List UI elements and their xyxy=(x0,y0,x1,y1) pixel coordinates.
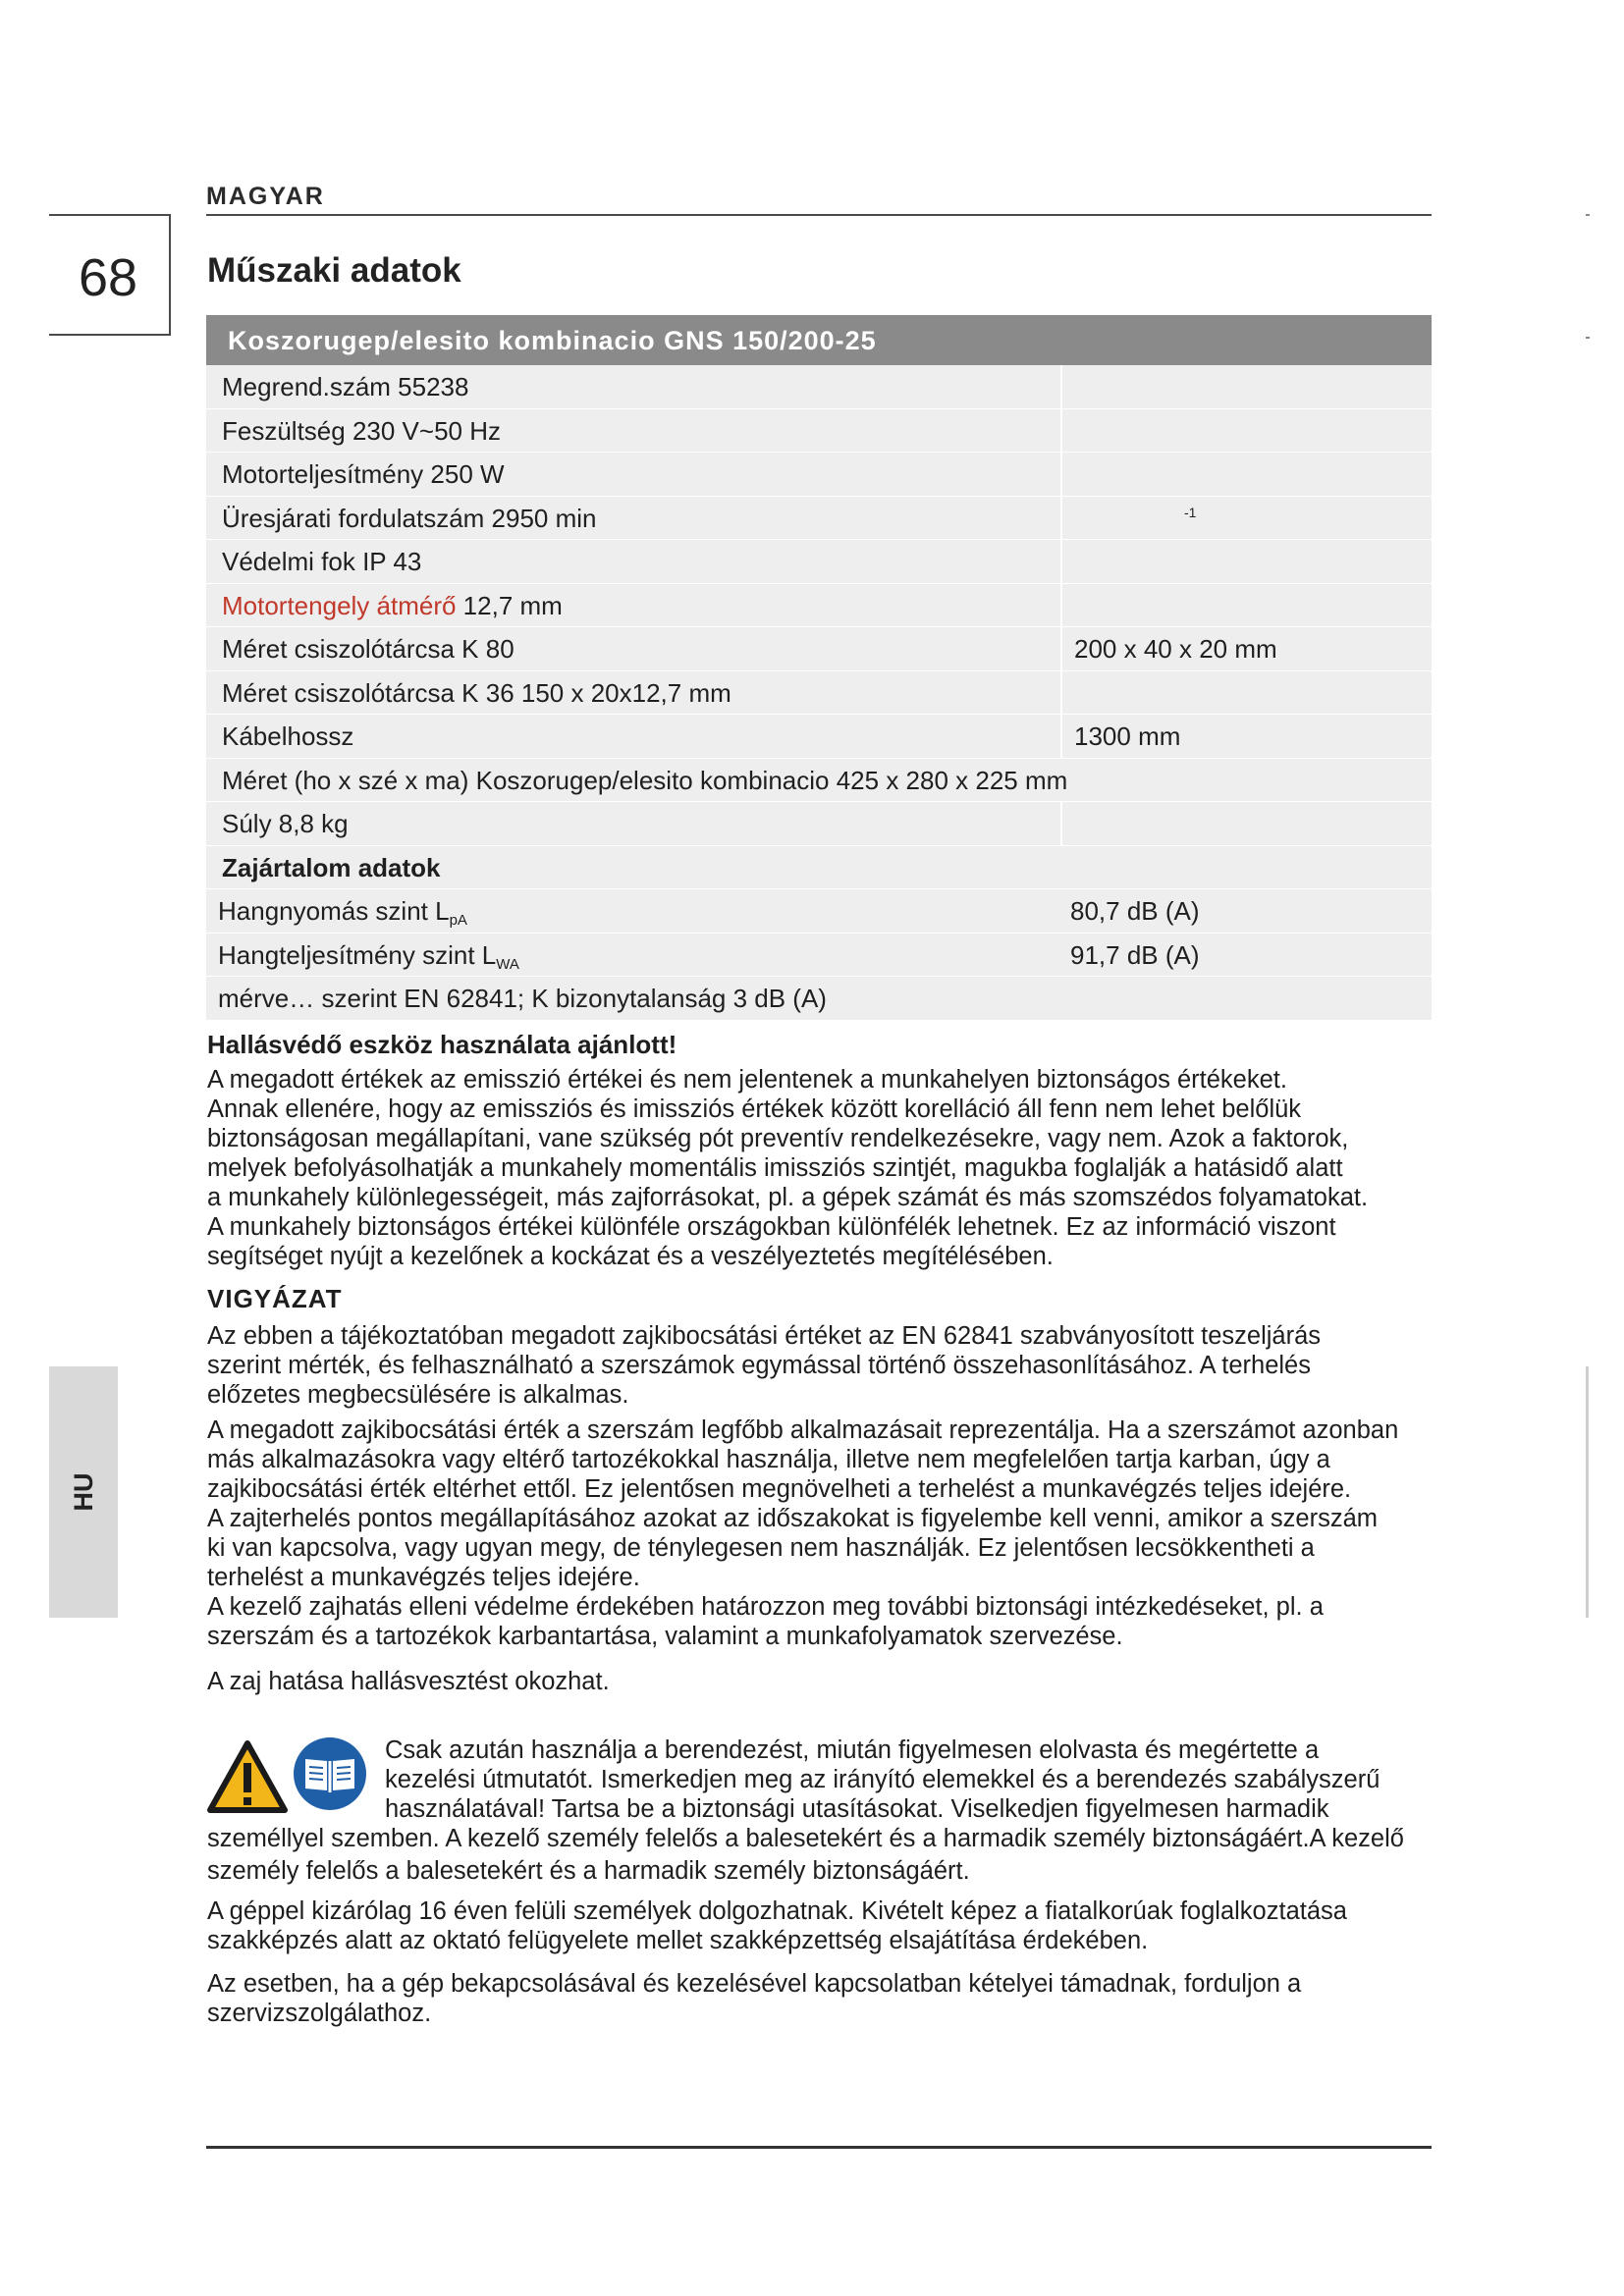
text-line: Csak azután használja a berendezést, miután figyelmesen elolvasta és megértette a xyxy=(385,1736,1320,1764)
text-line: terhelést a munkavégzés teljes idejére. xyxy=(207,1564,640,1591)
text-line: szervizszolgálathoz. xyxy=(207,2000,432,2027)
noise-heading-row xyxy=(206,846,1432,890)
hearing-paragraph xyxy=(207,1065,1444,1271)
section-title: Műszaki adatok xyxy=(207,251,461,290)
table-row xyxy=(206,759,1432,803)
text-line: A zajterhelés pontos megállapításához azokat az időszakokat is figyelembe kell venni, amikor a szerszám xyxy=(207,1505,1379,1532)
row-label xyxy=(222,584,563,627)
row-label-rest: 12,7 mm xyxy=(456,590,563,620)
hearing-heading: Hallásvédő eszköz használata ajánlott! xyxy=(207,1030,677,1059)
text-line: más alkalmazásokra vagy eltérő tartozékokkal használja, illetve nem megfelelően tartja karban, úgy a xyxy=(207,1446,1330,1473)
table-row xyxy=(206,540,1432,584)
edge-mark xyxy=(1586,337,1590,339)
page-number: 68 xyxy=(79,248,138,307)
service-paragraph xyxy=(207,1969,1444,2028)
row-value: 1300 mm xyxy=(1074,721,1181,751)
safety-intro xyxy=(385,1735,1445,1824)
noise-value: 91,7 dB (A) xyxy=(1070,939,1200,970)
row-superscript: -1 xyxy=(1184,504,1197,520)
text-line: Az ebben a tájékoztatóban megadott zajkibocsátási értéket az EN 62841 szabványosított teszeljárás xyxy=(207,1322,1322,1350)
row-label: Védelmi fok IP 43 xyxy=(222,547,422,576)
table-row xyxy=(206,715,1432,759)
text-line: szerint mérték, és felhasználható a szerszámok egymással történő összehasonlításához. A terhelés xyxy=(207,1352,1311,1379)
noise-row xyxy=(206,934,1432,978)
safety-text-line: személy felelős a balesetekért és a harmadik személy biztonságáért. xyxy=(207,1857,970,1885)
read-manual-icon xyxy=(292,1735,368,1812)
tech-data-table xyxy=(206,315,1432,1021)
table-row xyxy=(206,671,1432,716)
text-line: használatával! Tartsa be a biztonsági utasításokat. Viselkedjen figyelmesen harmadik xyxy=(385,1795,1329,1823)
text-line: előzetes megbecsülésére is alkalmas. xyxy=(207,1381,629,1409)
text-line: szerszám és a tartozékok karbantartása, valamint a munkafolyamatok szervezése. xyxy=(207,1623,1123,1650)
row-label: Méret csiszolótárcsa K 36 150 x 20x12,7 mm xyxy=(222,677,731,708)
row-label: Feszültség 230 V~50 Hz xyxy=(222,415,501,446)
table-row xyxy=(206,802,1432,846)
text-line: szakképzés alatt az oktató felügyelete mellet szakképzettség elsajátítása érdekében. xyxy=(207,1927,1149,1954)
noise-label-text: Hangteljesítmény szint L xyxy=(218,939,497,970)
text-line: a munkahely különlegességeit, más zajforrásokat, pl. a gépek számát és más szomszédos folyamatokat. xyxy=(207,1184,1369,1211)
text-line: melyek befolyásolhatják a munkahely momentális imissziós szintjét, magukba foglalják a hatásidő alatt xyxy=(207,1154,1343,1182)
safety-text-line: személlyel szemben. A kezelő személy felelős a balesetekért és a harmadik személy biztonságáért.A kezelő xyxy=(207,1825,1404,1852)
table-title: Koszorugep/elesito kombinacio GNS 150/200-25 xyxy=(206,315,1432,365)
row-label: Méret (ho x szé x ma) Koszorugep/elesito kombinacio 425 x 280 x 225 mm xyxy=(222,765,1068,795)
row-label: Súly 8,8 kg xyxy=(222,809,349,838)
language-header: MAGYAR xyxy=(206,183,325,210)
table-row xyxy=(206,453,1432,497)
text-line: kezelési útmutatót. Ismerkedjen meg az irányító elemekkel és a berendezés szabályszerű xyxy=(385,1766,1380,1793)
text-line: ki van kapcsolva, vagy ugyan megy, de ténylegesen nem használják. Ez jelentősen lecsökkentheti a xyxy=(207,1534,1315,1562)
text-line: A megadott zajkibocsátási érték a szerszám legfőbb alkalmazásait reprezentálja. Ha a szerszámot azonban xyxy=(207,1416,1399,1444)
noise-label-sub: WA xyxy=(496,955,519,973)
edge-mark xyxy=(1586,214,1590,216)
warning-paragraph-1 xyxy=(207,1321,1444,1410)
edge-bar xyxy=(1586,1366,1589,1618)
header-rule xyxy=(206,214,1432,216)
table-row xyxy=(206,627,1432,671)
measurement-note: mérve… szerint EN 62841; K bizonytalanság 3 dB (A) xyxy=(218,984,827,1013)
row-value: 200 x 40 x 20 mm xyxy=(1074,634,1277,664)
text-line: Az esetben, ha a gép bekapcsolásával és kezelésével kapcsolatban kételyei támadnak, forduljon a xyxy=(207,1970,1302,1998)
warning-triangle-icon xyxy=(206,1739,289,1814)
row-label-highlight: Motortengely átmérő xyxy=(222,590,457,620)
text-line: A munkahely biztonságos értékei különféle országokban különfélék lehetnek. Ez az információ viszont xyxy=(207,1213,1336,1241)
noise-heading: Zajártalom adatok xyxy=(222,852,441,882)
noise-label-text: Hangnyomás szint L xyxy=(218,896,450,926)
row-label: Kábelhossz xyxy=(222,721,354,751)
warning-heading: VIGYÁZAT xyxy=(207,1284,343,1313)
row-label: Motorteljesítmény 250 W xyxy=(222,459,505,489)
table-row xyxy=(206,497,1432,541)
table-row xyxy=(206,409,1432,454)
noise-row xyxy=(206,889,1432,934)
warning-paragraph-3: A zaj hatása hallásvesztést okozhat. xyxy=(207,1668,610,1695)
measurement-note-row xyxy=(206,977,1432,1021)
text-line: segítséget nyújt a kezelőnek a kockázat és a veszélyeztetés megítélésében. xyxy=(207,1243,1054,1270)
language-side-label: HU xyxy=(69,1472,98,1512)
text-line: Annak ellenére, hogy az emissziós és imissziós értékek között korelláció áll fenn nem lehet belőlük xyxy=(207,1095,1302,1123)
warning-paragraph-2 xyxy=(207,1415,1444,1651)
row-label: Üresjárati fordulatszám 2950 min xyxy=(222,503,597,533)
noise-label-sub: pA xyxy=(449,912,467,929)
text-line: A kezelő zajhatás elleni védelme érdekében határozzon meg további biztonsági intézkedéseket, pl. a xyxy=(207,1593,1324,1621)
table-row xyxy=(206,365,1432,409)
text-line: A megadott értékek az emisszió értékei és nem jelentenek a munkahelyen biztonságos értékeket. xyxy=(207,1066,1287,1094)
footer-rule xyxy=(206,2146,1432,2149)
row-label: Megrend.szám 55238 xyxy=(222,372,469,401)
age-paragraph xyxy=(207,1896,1444,1955)
text-line: zajkibocsátási érték eltérhet ettől. Ez jelentősen megnövelheti a terhelést a munkavégzés teljes idejére. xyxy=(207,1475,1352,1503)
noise-value: 80,7 dB (A) xyxy=(1070,896,1200,926)
table-row xyxy=(206,584,1432,628)
text-line: A géppel kizárólag 16 éven felüli személyek dolgozhatnak. Kivételt képez a fiatalkorúak foglalkoztatása xyxy=(207,1897,1347,1925)
text-line: biztonságosan megállapítani, vane szükség pót preventív rendelkezésekre, vagy nem. Azok a faktorok, xyxy=(207,1125,1349,1152)
row-label: Méret csiszolótárcsa K 80 xyxy=(222,634,514,664)
